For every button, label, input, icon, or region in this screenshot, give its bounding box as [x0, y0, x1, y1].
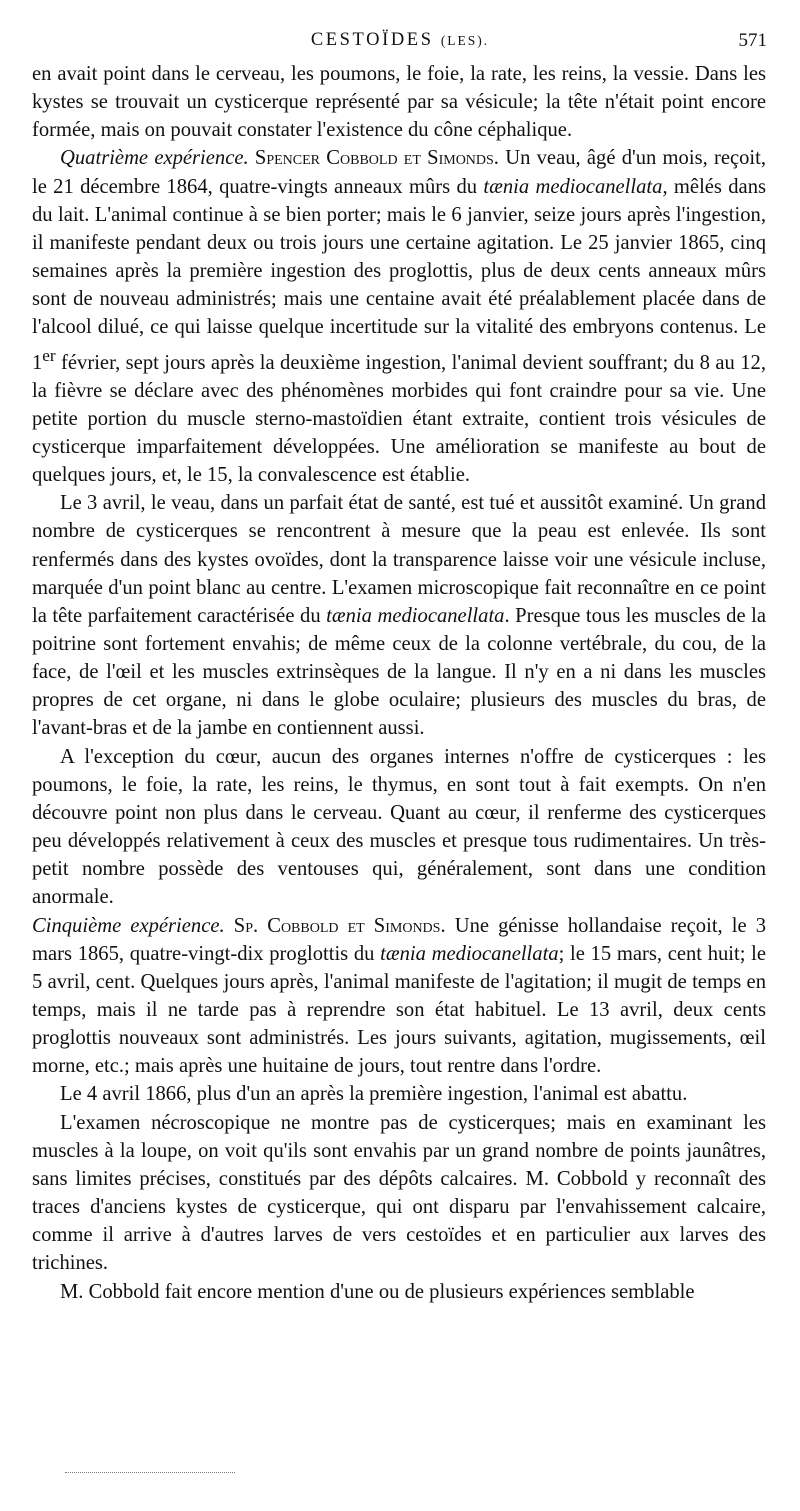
experiment-4-superscript: er — [42, 345, 56, 365]
paragraph-1-text: en avait point dans le cerveau, les poumons, le foie, la rate, les reins, la vessie. Dans les kystes se trouvait un cysticerque représenté par sa vésicule; la tête n'était point encore formée, mais on pouvait constater l'existence du cône céphalique. — [32, 63, 766, 142]
experiment-4-heading: Quatrième expérience. — [60, 147, 249, 170]
experiment-5-species: tænia mediocanellata — [380, 942, 559, 965]
paragraph-3-text-2: . Presque tous les muscles de la poitrine sont fortement envahis; de même ceux de la colonne vertébrale, du cou, de la face, de l'œil et les muscles extrinsèques de la langue. Il n'y en a ni dans les muscles propres de cet organe, ni dans le globe oculaire; plusieurs des muscles du bras, de l'avant-bras et de la jambe en contiennent aussi. — [32, 604, 766, 740]
experiment-4-text-3: février, sept jours après la deuxième ingestion, l'animal devient souffrant; du 8 au 12, la fièvre se déclare avec des phénomènes morbides qui font craindre pour sa vie. Une petite portion du muscle sterno-mastoïdien étant extraite, contient trois vésicules de cysticerque imparfaitement développées. Une amélioration se manifeste au bout de quelques jours, et, le 15, la convalescence est établie. — [32, 351, 766, 487]
experiment-4-species: tænia mediocanellata — [483, 175, 663, 198]
paragraph-3-text-1: Le 3 avril, le veau, dans un parfait état de santé, est tué et aussitôt examiné. Un grand nombre de cysticerques se rencontrent à mesure que la peau est enlevée. Ils sont renfermés dans des kystes ovoïdes, dont la transparence laisse voir une vésicule incluse, marquée d'un point blanc au centre. L'examen microscopique fait reconnaître en ce point la tête parfaitement caractérisée du — [32, 492, 766, 627]
paragraph-experiment-5 — [32, 912, 766, 1081]
experiment-4-authors: Spencer Cobbold et Simonds. — [254, 147, 499, 170]
paragraph-6 — [32, 1080, 766, 1108]
paragraph-3 — [32, 489, 766, 742]
experiment-5-text-1: Une génisse hollandaise reçoit, le 3 mars 1865, quatre-vingt-dix proglottis du — [32, 914, 767, 965]
paragraph-7 — [32, 1109, 766, 1278]
running-title-text: CESTOÏDES — [310, 30, 434, 50]
experiment-5-text-2: ; le 15 mars, cent huit; le 5 avril, cent. Quelques jours après, l'animal manifeste de l'agitation; il mugit de temps en temps, mais il ne tarde pas à reprendre son état habituel. Le 13 avril, deux cents proglottis nouveaux sont administrés. Les jours suivants, agitation, mugissements, œil morne, etc.; mais après une huitaine de jours, tout rentre dans l'ordre. — [32, 942, 766, 1078]
paragraph-3-species: tænia mediocanellata — [326, 604, 505, 627]
page-body — [32, 60, 766, 1306]
paragraph-8-text: M. Cobbold fait encore mention d'une ou de plusieurs expériences semblable — [60, 1280, 695, 1303]
footer-dotted-rule — [65, 1472, 235, 1473]
page-number: 571 — [738, 30, 767, 51]
running-title — [0, 30, 800, 51]
paragraph-1 — [32, 60, 766, 144]
experiment-5-heading: Cinquième expérience. — [32, 914, 225, 937]
running-title-subtitle: (LES). — [440, 33, 490, 48]
paragraph-7-text: L'examen nécroscopique ne montre pas de cysticerques; mais en examinant les muscles à la loupe, on voit qu'ils sont envahis par un grand nombre de points jaunâtres, sans limites précises, constitués par des dépôts calcaires. M. Cobbold y reconnaît des traces d'anciens kystes de cysticerque, qui ont disparu par l'envahissement calcaire, comme il arrive à d'autres larves de vers cestoïdes et en particulier aux larves des trichines. — [32, 1111, 766, 1275]
paragraph-experiment-4 — [32, 144, 766, 489]
running-header — [0, 30, 800, 56]
experiment-5-authors: Sp. Cobbold et Simonds. — [233, 914, 446, 937]
experiment-4-text-1: Un veau, âgé d'un mois, reçoit, le 21 décembre 1864, quatre-vingts anneaux mûrs du — [32, 147, 767, 198]
paragraph-4-text: A l'exception du cœur, aucun des organes internes n'offre de cysticerques : les poumons, le foie, la rate, les reins, le thymus, en sont tout à fait exempts. On n'en découvre point non plus dans le cerveau. Quant au cœur, il renferme des cysticerques peu développés relativement à ceux des muscles et presque tous rudimentaires. Un très-petit nombre possède des ventouses qui, généralement, sont dans une condition anormale. — [32, 745, 766, 909]
paragraph-4 — [32, 743, 766, 912]
experiment-4-text-2: , mêlés dans du lait. L'animal continue à se bien porter; mais le 6 janvier, seize jours après l'ingestion, il manifeste pendant deux ou trois jours une certaine agitation. Le 25 janvier 1865, cinq semaines après la première ingestion des proglottis, plus de deux cents anneaux mûrs sont de nouveau administrés; mais une centaine avait été préalablement placée dans de l'alcool dilué, ce qui laisse quelque incertitude sur la vitalité des embryons contenus. Le 1 — [32, 175, 767, 374]
paragraph-8 — [32, 1278, 766, 1306]
paragraph-6-text: Le 4 avril 1866, plus d'un an après la première ingestion, l'animal est abattu. — [60, 1083, 688, 1106]
